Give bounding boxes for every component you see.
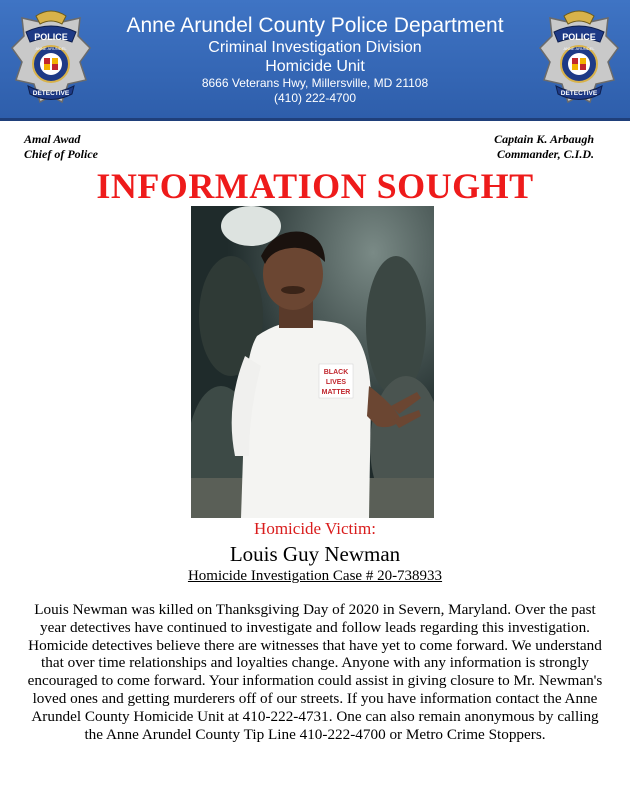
victim-name: Louis Guy Newman <box>229 542 401 566</box>
police-detective-badge-icon <box>536 8 622 112</box>
victim-label: Homicide Victim: <box>254 519 376 538</box>
svg-text:ANNE ARUNDEL: ANNE ARUNDEL <box>563 46 595 51</box>
department-phone: (410) 222-4700 <box>273 91 357 105</box>
division-name: Criminal Investigation Division <box>208 39 422 56</box>
svg-text:BLACK: BLACK <box>323 369 349 376</box>
case-number-text: Homicide Investigation Case # 20-738933 <box>187 568 443 584</box>
chief-of-police-block <box>24 132 98 162</box>
police-detective-badge-icon <box>8 8 94 112</box>
svg-text:ANNE ARUNDEL: ANNE ARUNDEL <box>35 46 67 51</box>
department-header <box>0 0 630 121</box>
svg-text:LIVES: LIVES <box>325 379 347 386</box>
body-paragraph: Louis Newman was killed on Thanksgiving Day of 2020 in Severn, Maryland. Over the past year detectives have continued to investigate and follow leads regarding this investigation. Homicide detectives believe there are witnesses that have yet to come forward. We understand that over time relationships and loyalties change. Anyone with any information is strongly encouraged to come forward. Your information could assist in giving closure to Mr. Newman's loved ones and getting murderers off of our streets. If you have information contact the Anne Arundel County Homicide Unit at 410-222-4731. One can also remain anonymous by calling the Anne Arundel County Tip Line 410-222-4700 or Metro Crime Stoppers. <box>27 601 603 743</box>
chief-name: Amal Awad <box>24 132 81 146</box>
svg-text:POLICE: POLICE <box>34 32 68 42</box>
svg-text:MATTER: MATTER <box>321 389 351 396</box>
commander-block <box>494 132 594 162</box>
unit-name: Homicide Unit <box>265 58 365 75</box>
commander-title: Commander, C.I.D. <box>496 147 594 161</box>
svg-text:POLICE: POLICE <box>562 32 596 42</box>
header-text <box>110 14 520 106</box>
case-number <box>0 568 630 585</box>
department-address: 8666 Veterans Hwy, Millersville, MD 21108 <box>201 76 429 90</box>
department-name: Anne Arundel County Police Department <box>126 14 504 37</box>
headline: INFORMATION SOUGHT <box>96 166 534 206</box>
victim-photo <box>191 206 434 518</box>
commander-name: Captain K. Arbaugh <box>494 132 594 146</box>
svg-text:DETECTIVE: DETECTIVE <box>32 90 70 97</box>
victim-photo-illustration <box>191 206 434 518</box>
chief-title: Chief of Police <box>24 147 98 161</box>
svg-text:DETECTIVE: DETECTIVE <box>560 90 598 97</box>
